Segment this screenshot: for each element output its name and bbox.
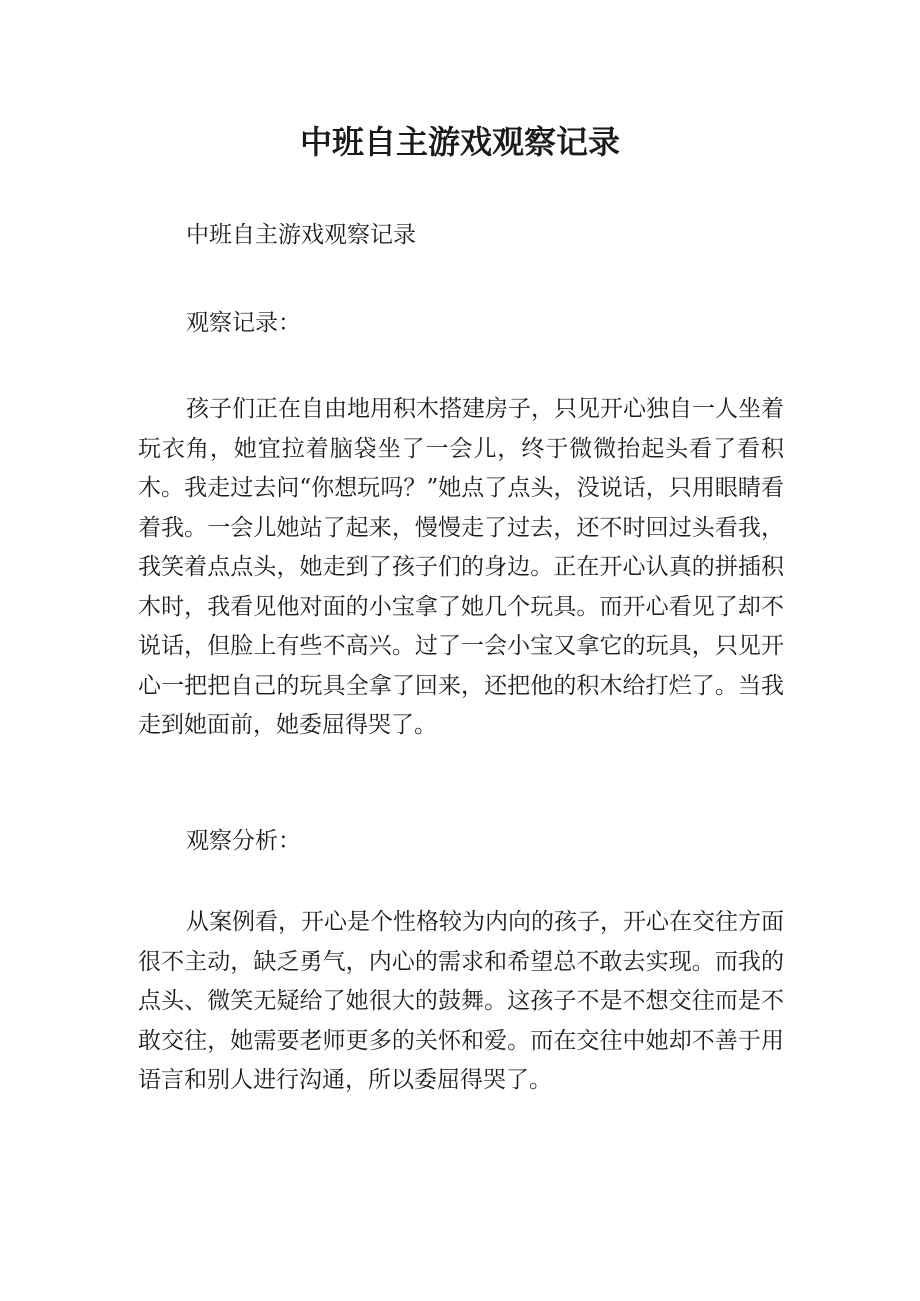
observation-analysis-paragraph: 从案例看，开心是个性格较为内向的孩子，开心在交往方面很不主动，缺乏勇气，内心的需求和希望总不敢去实现。而我的点头、微笑无疑给了她很大的鼓舞。这孩子不是不想交往而是不敢交往，她需要老师更多的关怀和爱。而在交往中她却不善于用语言和别人进行沟通，所以委屈得哭了。 xyxy=(138,909,784,1093)
section-heading-observation-analysis: 观察分析： xyxy=(186,828,301,854)
page-title: 中班自主游戏观察记录 xyxy=(299,123,620,161)
section-heading-observation-record: 观察记录： xyxy=(186,310,301,336)
observation-record-paragraph: 孩子们正在自由地用积木搭建房子，只见开心独自一人坐着玩衣角，她宜拉着脑袋坐了一会儿，终于微微抬起头看了看积木。我走过去问“你想玩吗？”她点了点头，没说话，只用眼睛看着我。一会儿她站了起来，慢慢走了过去，还不时回过头看我，我笑着点点头，她走到了孩子们的身边。正在开心认真的拼插积木时，我看见他对面的小宝拿了她几个玩具。而开心看见了却不说话，但脸上有些不高兴。过了一会小宝又拿它的玩具，只见开心一把把自己的玩具全拿了回来，还把他的积木给打烂了。当我走到她面前，她委屈得哭了。 xyxy=(138,396,784,738)
document-subtitle: 中班自主游戏观察记录 xyxy=(186,222,416,248)
